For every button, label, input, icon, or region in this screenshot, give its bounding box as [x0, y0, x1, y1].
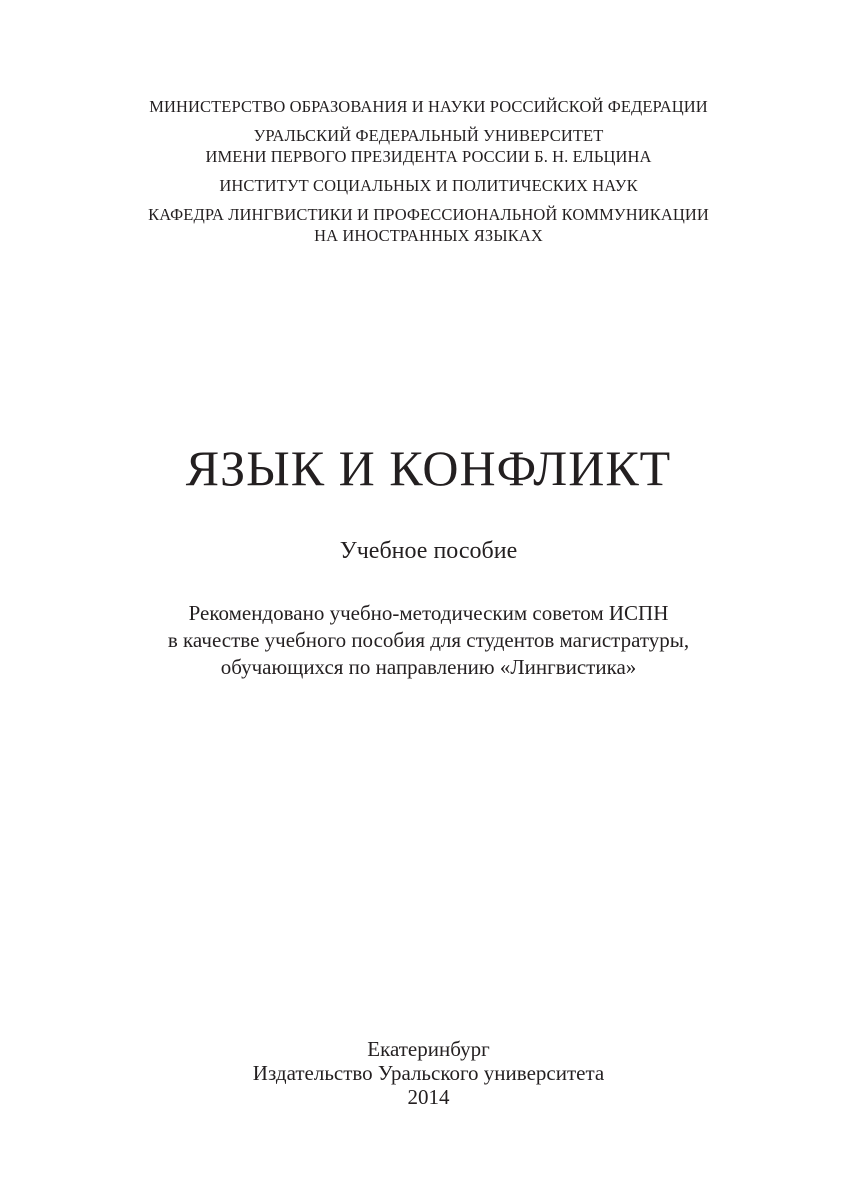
department-line-1: КАФЕДРА ЛИНГВИСТИКИ И ПРОФЕССИОНАЛЬНОЙ КОММУНИКАЦИИ: [148, 205, 709, 224]
imprint-year: 2014: [407, 1085, 450, 1109]
book-subtitle: Учебное пособие: [339, 538, 518, 564]
university-line-2: ИМЕНИ ПЕРВОГО ПРЕЗИДЕНТА РОССИИ Б. Н. ЕЛЬЦИНА: [205, 147, 652, 166]
recommendation-line-3: обучающихся по направлению «Лингвистика»: [220, 655, 637, 679]
university-line-1: УРАЛЬСКИЙ ФЕДЕРАЛЬНЫЙ УНИВЕРСИТЕТ: [253, 126, 604, 145]
institute-line: ИНСТИТУТ СОЦИАЛЬНЫХ И ПОЛИТИЧЕСКИХ НАУК: [219, 176, 638, 195]
book-title: ЯЗЫК И КОНФЛИКТ: [185, 440, 672, 496]
ministry-line: МИНИСТЕРСТВО ОБРАЗОВАНИЯ И НАУКИ РОССИЙСКОЙ ФЕДЕРАЦИИ: [149, 97, 708, 116]
imprint-city: Екатеринбург: [367, 1037, 490, 1061]
imprint-publisher: Издательство Уральского университета: [252, 1061, 605, 1085]
recommendation-line-1: Рекомендовано учебно-методическим советом ИСПН: [188, 601, 669, 625]
recommendation-line-2: в качестве учебного пособия для студентов магистратуры,: [167, 628, 690, 652]
department-line-2: НА ИНОСТРАННЫХ ЯЗЫКАХ: [314, 226, 543, 245]
